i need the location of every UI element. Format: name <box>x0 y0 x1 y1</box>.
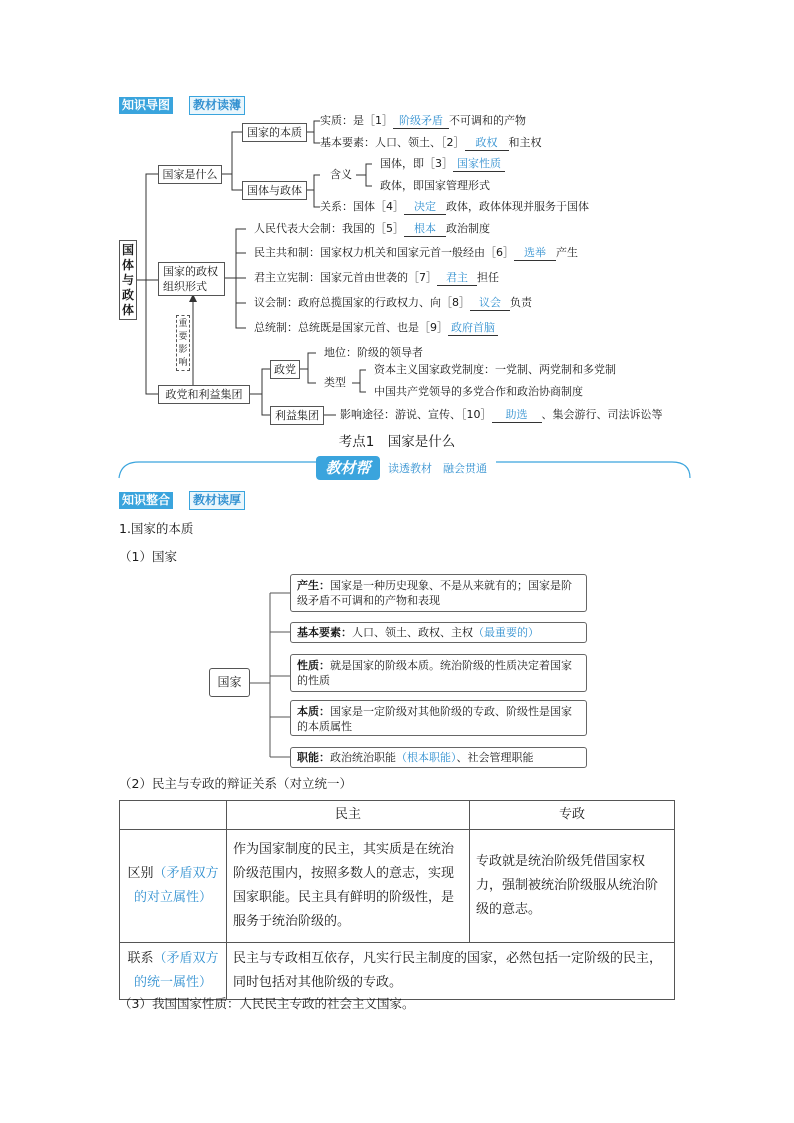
integration-subtag: 教材读厚 <box>189 491 245 510</box>
row-head-connection: 联系（矛盾双方的统一属性） <box>120 943 227 1000</box>
blank-6: 选举 <box>514 246 556 261</box>
heading-our-state: （3）我国国家性质：人民民主专政的社会主义国家。 <box>119 996 415 1011</box>
mindmap-subtag: 教材读薄 <box>189 96 245 115</box>
node-interest-group: 利益集团 <box>270 406 324 425</box>
state-item-origin: 产生：国家是一种历史现象、不是从来就有的；国家是阶级矛盾不可调和的产物和表现 <box>290 574 587 612</box>
heading-democracy-dictatorship: （2）民主与专政的辩证关系（对立统一） <box>119 776 352 791</box>
mindmap-tag: 知识导图 <box>119 97 173 114</box>
interest-line: 影响途径：游说、宣传、［10］ 助选 、集会游行、司法诉讼等 <box>340 408 663 421</box>
blank-8: 议会 <box>470 296 510 311</box>
state-item-essence: 本质：国家是一定阶级对其他阶级的专政、阶级性是国家的本质属性 <box>290 700 587 736</box>
cell-democracy-difference: 作为国家制度的民主，其实质是在统治阶级范围内，按照多数人的意志，实现国家职能。民主具有鲜明的阶级性，是服务于统治阶级的。 <box>227 830 470 943</box>
integration-tag: 知识整合 <box>119 492 173 509</box>
node-form-system: 国体与政体 <box>242 181 307 200</box>
col-header-dictatorship: 专政 <box>470 801 675 830</box>
section-title: 考点1 国家是什么 <box>338 434 456 450</box>
regime-line-4: 议会制：政府总揽国家的行政权力、向［8］ 议会 负责 <box>254 296 532 309</box>
regime-line-1: 人民代表大会制：我国的［5］ 根本 政治制度 <box>254 222 490 235</box>
party-status: 地位：阶级的领导者 <box>324 346 423 359</box>
regime-line-3: 君主立宪制：国家元首由世袭的［7］ 君主 担任 <box>254 271 499 284</box>
party-type-label: 类型 <box>324 376 346 389</box>
blank-7: 君主 <box>437 271 477 286</box>
regime-line-5: 总统制：总统既是国家元首、也是［9］ 政府首脑 <box>254 321 498 336</box>
cell-connection: 民主与专政相互依存，凡实行民主制度的国家，必然包括一定阶级的民主，同时包括对其他阶级的专政。 <box>227 943 675 1000</box>
mindmap-root: 国体与政体 <box>119 240 137 320</box>
branch-party-interest: 政党和利益集团 <box>158 385 250 404</box>
branch-regime-form: 国家的政权组织形式 <box>158 262 225 296</box>
relation-line: 关系：国体［4］ 决定 政体，政体体现并服务于国体 <box>320 200 589 213</box>
meaning-label: 含义 <box>330 168 352 181</box>
heading-state: （1）国家 <box>119 549 177 564</box>
blank-5: 根本 <box>404 222 446 237</box>
state-center-box: 国家 <box>209 668 250 697</box>
blank-9: 政府首脑 <box>448 321 498 336</box>
meaning-line-1: 国体，即［3］ 国家性质 <box>380 157 505 172</box>
banner-label: 教材帮 <box>325 459 371 477</box>
nature-line-1: 实质：是［1］ 阶级矛盾 不可调和的产物 <box>320 114 526 127</box>
blank-10: 助选 <box>492 408 542 423</box>
blank-1: 阶级矛盾 <box>393 114 449 129</box>
influence-label: 重要影响 <box>176 315 190 371</box>
regime-line-2: 民主共和制：国家权力机关和国家元首一般经由［6］ 选举 产生 <box>254 246 578 259</box>
democracy-dictatorship-table <box>119 800 675 1000</box>
col-header-democracy: 民主 <box>227 801 470 830</box>
blank-4: 决定 <box>404 200 446 215</box>
state-item-function: 职能：政治统治职能（根本职能）、社会管理职能 <box>290 747 587 768</box>
banner-subtitle: 读透教材 融会贯通 <box>388 462 487 475</box>
meaning-line-2: 政体，即国家管理形式 <box>380 179 490 192</box>
party-type-1: 资本主义国家政党制度：一党制、两党制和多党制 <box>374 363 616 376</box>
state-item-character: 性质：就是国家的阶级本质。统治阶级的性质决定着国家的性质 <box>290 654 587 692</box>
node-party: 政党 <box>270 360 300 379</box>
blank-3: 国家性质 <box>453 157 505 172</box>
blank-2: 政权 <box>465 136 509 151</box>
cell-dictatorship-difference: 专政就是统治阶级凭借国家权力，强制被统治阶级服从统治阶级的意志。 <box>470 830 675 943</box>
row-head-difference: 区别（矛盾双方的对立属性） <box>120 830 227 943</box>
branch-what-is-state: 国家是什么 <box>158 165 222 184</box>
state-item-elements: 基本要素：人口、领土、政权、主权（最重要的） <box>290 622 587 643</box>
node-state-nature: 国家的本质 <box>242 123 307 142</box>
party-type-2: 中国共产党领导的多党合作和政治协商制度 <box>374 385 583 398</box>
nature-line-2: 基本要素：人口、领土、［2］ 政权 和主权 <box>320 136 542 149</box>
heading-state-nature: 1.国家的本质 <box>119 521 194 536</box>
table-corner <box>120 801 227 830</box>
